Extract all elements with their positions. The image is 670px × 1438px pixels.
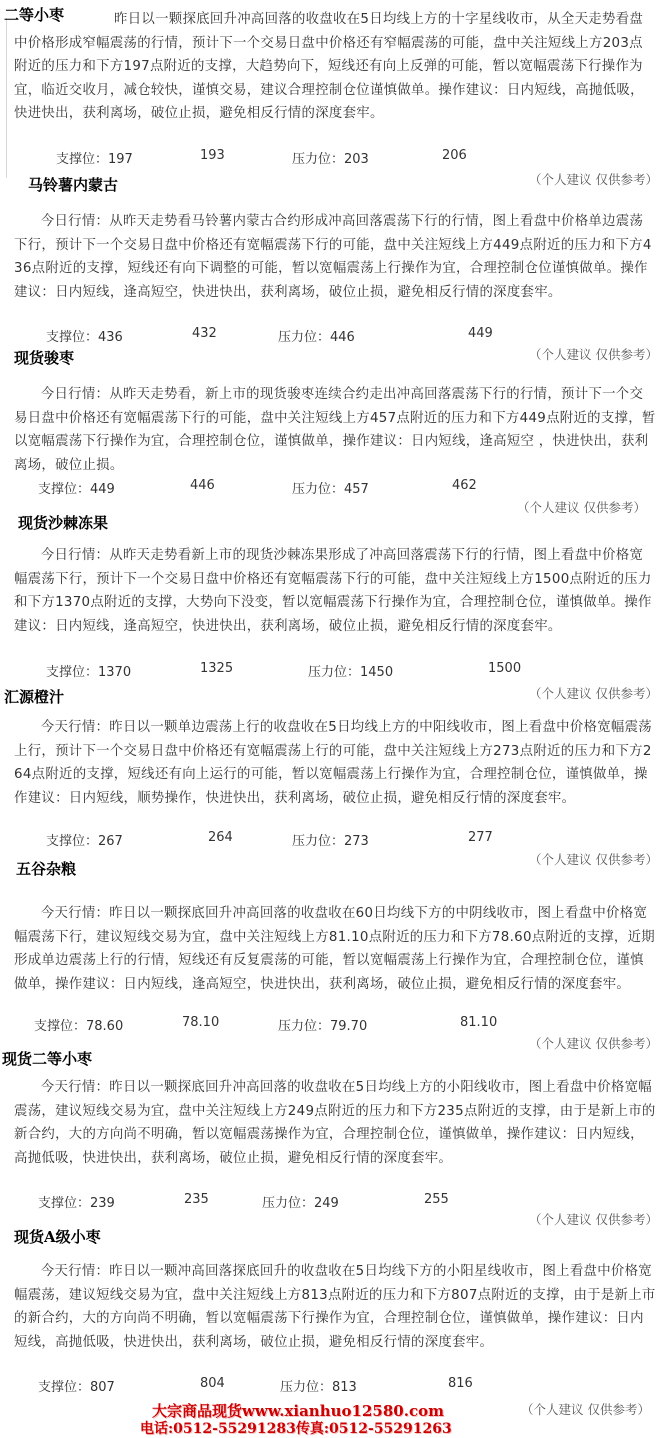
- resistance-level-2: 255: [424, 1192, 449, 1207]
- support-level-2: 78.10: [182, 1015, 220, 1030]
- section-body: 今天行情：昨日以一颗冲高回落探底回升的收盘收在5日均线下方的小阳星线收市，图上看盘中价格宽幅震荡，建议短线交易为宜，盘中关注短线上方813点附近的压力和下方807点附近的支撑，由于是新上市的新合约，大的方向尚不明确，暂以宽幅震荡下行操作为宜，合理控制仓位，谨慎做单，操作建议：日内短线，高抛低吸，快进快出，获利离场，破位止损，避免相反行情的深度套牢。: [14, 1264, 656, 1350]
- resistance-level-1: 压力位：273: [292, 834, 369, 849]
- section-title: 汇源橙汁: [4, 688, 65, 706]
- disclaimer-note: （个人建议 仅供参考）: [529, 852, 658, 867]
- section-title: 现货骏枣: [14, 349, 75, 367]
- section-title: 二等小枣: [4, 6, 65, 24]
- disclaimer-note: （个人建议 仅供参考）: [529, 172, 658, 187]
- disclaimer-note: （个人建议 仅供参考）: [529, 1036, 658, 1051]
- section-body: 今日行情：从昨天走势看马铃薯内蒙古合约形成冲高回落震荡下行的行情，图上看盘中价格单边震荡下行，预计下一个交易日盘中价格还有宽幅震荡下行的可能，盘中关注短线上方449点附近的压力和下方436点附近的支撑，短线还有向下调整的可能，暂以宽幅震荡上行操作为宜，合理控制仓位谨慎做单。操作建议：日内短线，逢高短空，快进快出，获利离场，破位止损，避免相反行情的深度套牢。: [14, 214, 652, 300]
- section-body: 今天行情：昨日以一颗探底回升冲高回落的收盘收在60日均线下方的中阴线收市，图上看盘中价格宽幅震荡下行，建议短线交易为宜，盘中关注短线上方81.10点附近的压力和下方78.60点附近的支撑，近期形成单边震荡上行的行情，短线还有反复震荡的可能，暂以宽幅震荡上行操作为宜，合理控制仓位，谨慎做单，操作建议：日内短线，逢高短空，快进快出，获利离场，破位止损，避免相反行情的深度套牢。: [14, 906, 655, 992]
- support-level-2: 264: [208, 830, 233, 845]
- resistance-level-1: 压力位：813: [280, 1380, 357, 1395]
- disclaimer-note: （个人建议 仅供参考）: [529, 347, 658, 362]
- resistance-level-2: 206: [442, 148, 467, 163]
- section-title: 现货沙棘冻果: [18, 514, 109, 532]
- resistance-level-2: 81.10: [460, 1015, 498, 1030]
- resistance-level-2: 462: [452, 478, 477, 493]
- section-body: 昨日以一颗探底回升冲高回落的收盘收在5日均线上方的十字星线收市，从全天走势看盘中价格形成窄幅震荡的行情，预计下一个交易日盘中价格还有窄幅震荡的可能，盘中关注短线上方203点附近的压力和下方197点附近的支撑，大趋势向下，短线还有向上反弹的可能，暂以宽幅震荡下行操作为宜，临近交收月，减仓较快，谨慎交易，建议合理控制仓位谨慎做单。操作建议：日内短线，高抛低吸，快进快出，获利离场，破位止损，避免相反行情的深度套牢。: [14, 12, 644, 121]
- section-body: 今日行情：从昨天走势看新上市的现货沙棘冻果形成了冲高回落震荡下行的行情，图上看盘中价格宽幅震荡下行，预计下一个交易日盘中价格还有宽幅震荡下行的可能，盘中关注短线上方1500点附近的压力和下方1370点附近的支撑，大势向下没变，暂以宽幅震荡下行操作为宜，合理控制仓位，谨慎做单。操作建议：日内短线，逢高短空，快进快出，获利离场，破位止损，避免相反行情的深度套牢。: [14, 548, 652, 634]
- support-level-1: 支撑位：267: [46, 834, 123, 849]
- section-title: 马铃薯内蒙古: [28, 176, 119, 194]
- disclaimer-note: （个人建议 仅供参考）: [517, 500, 646, 515]
- support-level-2: 432: [192, 326, 217, 341]
- disclaimer-note: （个人建议 仅供参考）: [529, 1212, 658, 1227]
- footer-phone-fax: 电话:0512-55291283传真:0512-55291263: [140, 1421, 452, 1437]
- support-level-1: 支撑位：436: [46, 330, 123, 345]
- resistance-level-2: 1500: [488, 661, 522, 676]
- resistance-level-1: 压力位：203: [292, 152, 369, 167]
- section-title: 现货二等小枣: [2, 1050, 93, 1068]
- resistance-level-2: 449: [468, 326, 493, 341]
- footer-website: 大宗商品现货www.xianhuo12580.com: [152, 1402, 444, 1420]
- support-level-1: 支撑位：449: [38, 482, 115, 497]
- resistance-level-1: 压力位：249: [262, 1196, 339, 1211]
- disclaimer-note: （个人建议 仅供参考）: [529, 686, 658, 701]
- support-level-1: 支撑位：1370: [46, 665, 132, 680]
- support-level-1: 支撑位：78.60: [34, 1019, 124, 1034]
- support-level-2: 193: [200, 148, 225, 163]
- section-body: 今天行情：昨日以一颗单边震荡上行的收盘收在5日均线上方的中阳线收市，图上看盘中价格宽幅震荡上行，预计下一个交易日盘中价格还有宽幅震荡上行的可能，盘中关注短线上方273点附近的压力和下方264点附近的支撑，短线还有向上运行的可能，暂以宽幅震荡上行操作为宜，合理控制仓位，谨慎做单，操作建议：日内短线，顺势操作，快进快出，获利离场，破位止损，避免相反行情的深度套牢。: [14, 720, 652, 806]
- section-title: 现货A级小枣: [14, 1228, 101, 1246]
- resistance-level-1: 压力位：79.70: [278, 1019, 368, 1034]
- resistance-level-1: 压力位：1450: [308, 665, 394, 680]
- support-level-2: 235: [184, 1192, 209, 1207]
- support-level-2: 804: [200, 1376, 225, 1391]
- resistance-level-1: 压力位：457: [292, 482, 369, 497]
- support-level-1: 支撑位：239: [38, 1196, 115, 1211]
- support-level-2: 446: [190, 478, 215, 493]
- last-disclaimer-note: （个人建议 仅供参考）: [521, 1402, 650, 1417]
- resistance-level-2: 277: [468, 830, 493, 845]
- support-level-1: 支撑位：197: [56, 152, 133, 167]
- section-body: 今日行情：从昨天走势看，新上市的现货骏枣连续合约走出冲高回落震荡下行的行情，预计下一个交易日盘中价格还有宽幅震荡下行的可能，盘中关注短线上方457点附近的压力和下方449点附近的支撑，暂以宽幅震荡下行操作为宜，合理控制仓位，谨慎做单，操作建议：日内短线，逢高短空 ，快进快出，获利离场，破位止损。: [14, 387, 656, 473]
- left-border-line: [6, 18, 7, 178]
- section-title: 五谷杂粮: [16, 860, 77, 878]
- resistance-level-2: 816: [448, 1376, 473, 1391]
- support-level-2: 1325: [200, 661, 234, 676]
- support-level-1: 支撑位：807: [38, 1380, 115, 1395]
- section-body: 今天行情：昨日以一颗探底回升冲高回落的收盘收在5日均线上方的小阳线收市，图上看盘中价格宽幅震荡，建议短线交易为宜，盘中关注短线上方249点附近的压力和下方235点附近的支撑，由于是新上市的新合约，大的方向尚不明确，暂以宽幅震荡操作为宜，合理控制仓位，谨慎做单，操作建议：日内短线，高抛低吸，快进快出，获利离场，破位止损，避免相反行情的深度套牢。: [14, 1080, 656, 1166]
- resistance-level-1: 压力位：446: [278, 330, 355, 345]
